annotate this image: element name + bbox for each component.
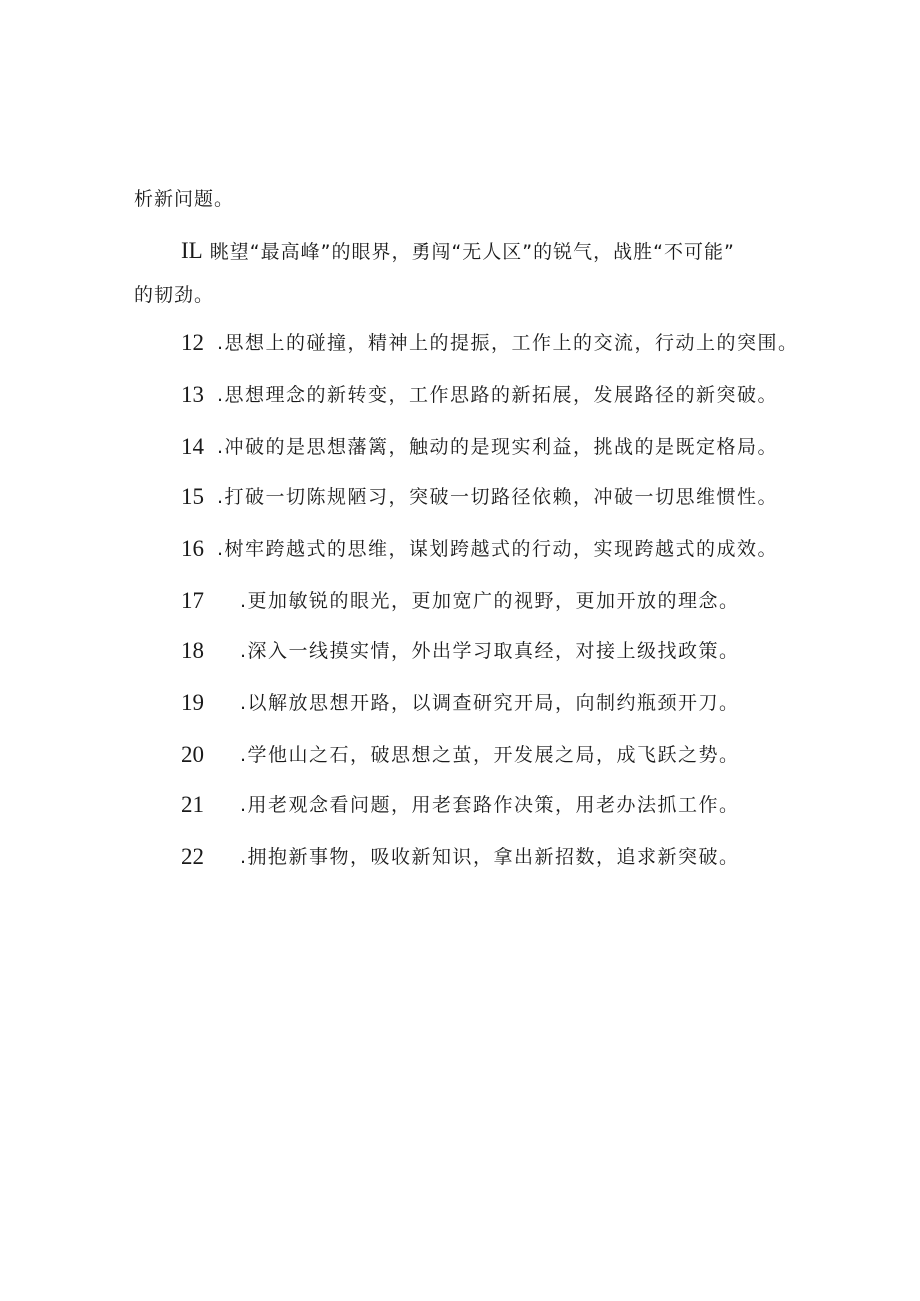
item-text: .深入一线摸实情，外出学习取真经，对接上级找政策。 xyxy=(240,640,740,662)
item-text: 眺望“最高峰”的眼界，勇闯“无人区”的锐气，战胜“不可能” xyxy=(209,241,735,263)
fragment-line: 析新问题。 xyxy=(134,188,235,210)
item-number: 14 xyxy=(181,434,204,459)
item-text: .思想上的碰撞，精神上的提振，工作上的交流，行动上的突围。 xyxy=(217,332,799,354)
item-number: 15 xyxy=(181,484,204,509)
list-item-11-continuation: 的韧劲。 xyxy=(134,284,215,306)
item-text: .思想理念的新转变，工作思路的新拓展，发展路径的新突破。 xyxy=(217,384,779,406)
item-text: .用老观念看问题，用老套路作决策，用老办法抓工作。 xyxy=(240,794,740,816)
item-number: 16 xyxy=(181,536,204,561)
item-number: 22 xyxy=(181,844,204,869)
item-number: 21 xyxy=(181,792,204,817)
item-number: IL xyxy=(181,238,203,263)
item-text: .打破一切陈规陋习，突破一切路径依赖，冲破一切思维惯性。 xyxy=(217,486,779,508)
item-text: .冲破的是思想藩篱，触动的是现实利益，挑战的是既定格局。 xyxy=(217,436,779,458)
item-number: 12 xyxy=(181,330,204,355)
item-number: 13 xyxy=(181,382,204,407)
item-number: 19 xyxy=(181,690,204,715)
item-text: .更加敏锐的眼光，更加宽广的视野，更加开放的理念。 xyxy=(240,590,740,612)
item-text: .树牢跨越式的思维，谋划跨越式的行动，实现跨越式的成效。 xyxy=(217,538,779,560)
item-text: .拥抱新事物，吸收新知识，拿出新招数，追求新突破。 xyxy=(240,846,740,868)
item-number: 20 xyxy=(181,742,204,767)
item-text: .学他山之石，破思想之茧，开发展之局，成飞跃之势。 xyxy=(240,744,740,766)
item-number: 17 xyxy=(181,588,204,613)
item-text: .以解放思想开路，以调查研究开局，向制约瓶颈开刀。 xyxy=(240,692,740,714)
list-item-11 xyxy=(181,238,735,265)
item-number: 18 xyxy=(181,638,204,663)
